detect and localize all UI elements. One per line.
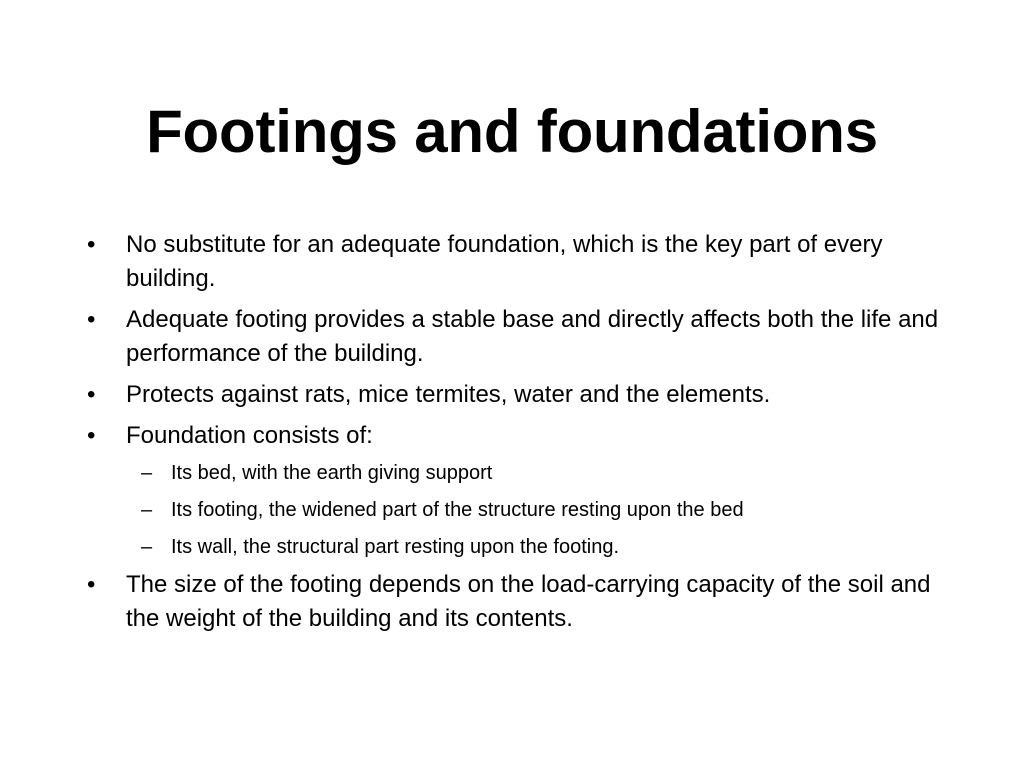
dash-icon: – bbox=[141, 536, 153, 558]
dash-icon: – bbox=[141, 499, 153, 521]
sub-bullet-item bbox=[126, 496, 957, 524]
bullet-text: Foundation consists of: bbox=[126, 422, 373, 449]
slide-title: Footings and foundations bbox=[146, 98, 878, 165]
bullet-icon: • bbox=[87, 306, 96, 333]
bullet-text: Adequate footing provides a stable base and directly affects both the life and performance of the building. bbox=[126, 306, 939, 367]
bullet-item bbox=[87, 419, 957, 561]
bullet-item bbox=[87, 303, 957, 371]
bullet-icon: • bbox=[87, 381, 96, 408]
sub-bullet-text: Its wall, the structural part resting upon the footing. bbox=[171, 536, 620, 558]
sub-bullet-item bbox=[126, 533, 957, 561]
bullet-text: Protects against rats, mice termites, water and the elements. bbox=[126, 381, 771, 408]
bullet-icon: • bbox=[87, 422, 96, 449]
sub-bullet-list bbox=[126, 459, 957, 561]
bullet-item bbox=[87, 378, 957, 412]
sub-bullet-text: Its footing, the widened part of the structure resting upon the bed bbox=[171, 499, 744, 521]
bullet-icon: • bbox=[87, 231, 96, 258]
bullet-icon: • bbox=[87, 571, 96, 598]
bullet-list bbox=[87, 228, 957, 643]
sub-bullet-text: Its bed, with the earth giving support bbox=[171, 462, 493, 484]
bullet-item bbox=[87, 568, 957, 636]
bullet-text: No substitute for an adequate foundation, which is the key part of every building. bbox=[126, 231, 883, 292]
bullet-item bbox=[87, 228, 957, 296]
sub-bullet-item bbox=[126, 459, 957, 487]
bullet-text: The size of the footing depends on the load-carrying capacity of the soil and the weight of the building and its contents. bbox=[126, 571, 931, 632]
dash-icon: – bbox=[141, 462, 153, 484]
